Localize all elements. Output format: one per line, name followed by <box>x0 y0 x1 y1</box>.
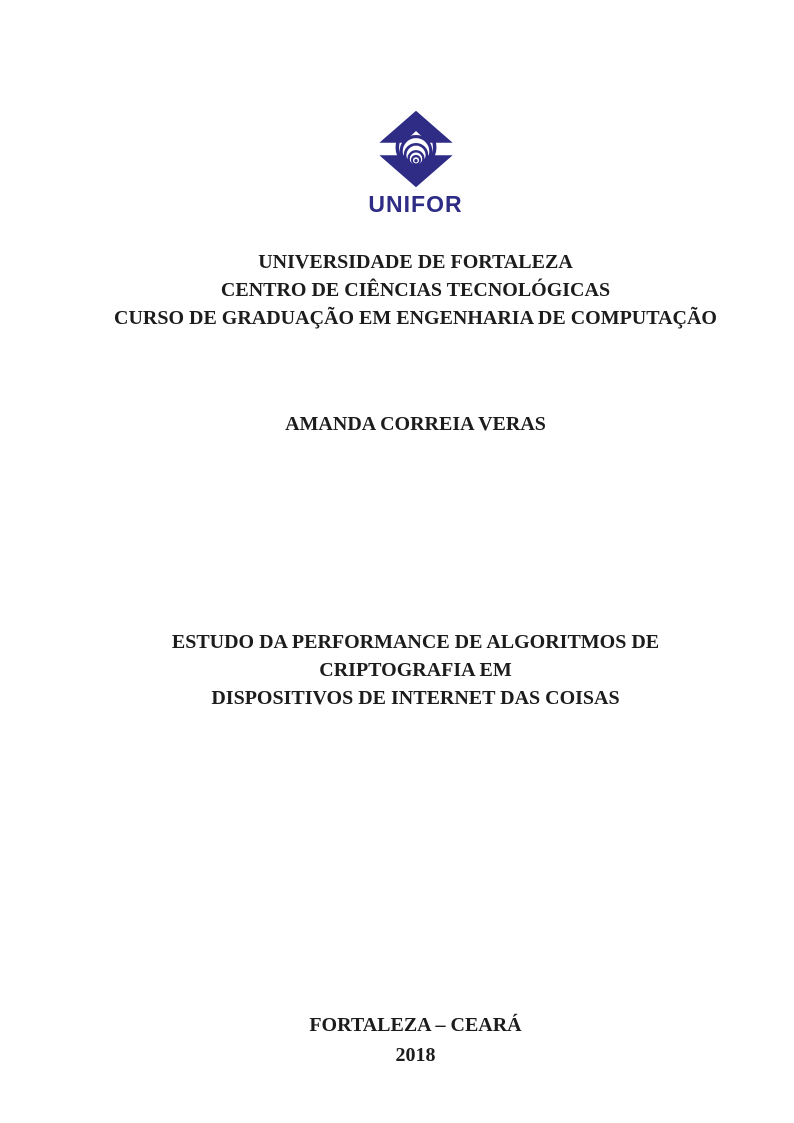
thesis-title-line-2: DISPOSITIVOS DE INTERNET DAS COISAS <box>211 687 620 709</box>
cover-footer <box>113 1010 718 1070</box>
course-name: CURSO DE GRADUAÇÃO EM ENGENHARIA DE COMPUTAÇÃO <box>114 307 717 329</box>
year-line: 2018 <box>395 1044 436 1066</box>
unifor-logo-icon <box>376 110 456 188</box>
author-name: AMANDA CORREIA VERAS <box>285 413 546 435</box>
location-line: FORTALEZA – CEARÁ <box>309 1014 522 1036</box>
institution-header <box>113 248 718 332</box>
logo-eye-pupil <box>414 159 417 162</box>
unifor-wordmark: UNIFOR <box>368 191 463 217</box>
university-name: UNIVERSIDADE DE FORTALEZA <box>258 251 573 273</box>
thesis-title <box>113 628 718 712</box>
logo-block <box>113 110 718 216</box>
author-block <box>113 410 718 438</box>
logo-arrows <box>379 111 452 187</box>
center-name: CENTRO DE CIÊNCIAS TECNOLÓGICAS <box>220 279 611 301</box>
thesis-title-line-1: ESTUDO DA PERFORMANCE DE ALGORITMOS DE CRIPTOGRAFIA EM <box>171 631 660 681</box>
